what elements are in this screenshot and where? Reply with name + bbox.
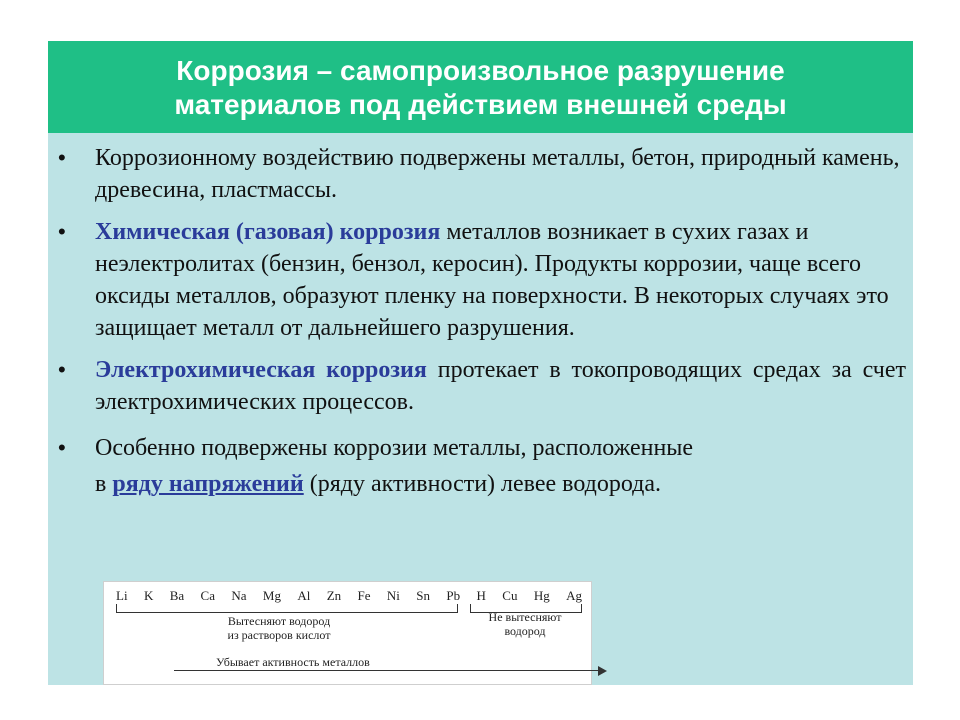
voltage-series-link[interactable]: ряду напряжений xyxy=(112,471,304,497)
element-symbol: Sn xyxy=(416,588,431,603)
element-symbol: Ag xyxy=(566,588,582,603)
element-symbol: Na xyxy=(231,588,247,603)
bullet-icon: • xyxy=(58,435,66,460)
bullet-text: Коррозионному воздействию подвержены металлы, бетон, природный камень, древесина, пластмассы. xyxy=(95,145,900,203)
bullet-item xyxy=(58,142,906,206)
bullet-item xyxy=(58,432,906,500)
bullet-list xyxy=(58,142,906,500)
element-symbol: Hg xyxy=(533,588,550,603)
bullet-text-pre: в xyxy=(95,471,113,497)
left-label-line-2: из растворов кислот xyxy=(227,628,331,642)
element-symbol: Mg xyxy=(262,588,281,603)
bullet-icon: • xyxy=(58,357,66,382)
title-line-1: Коррозия – самопроизвольное разрушение xyxy=(176,55,785,86)
left-label-line-1: Вытесняют водород xyxy=(227,614,331,628)
activity-series-figure xyxy=(103,581,592,685)
left-group-label xyxy=(174,614,384,642)
element-symbol: Li xyxy=(116,588,128,603)
element-symbol: Pb xyxy=(446,588,461,603)
element-symbol: Ni xyxy=(386,588,400,603)
element-symbol: Zn xyxy=(326,588,342,603)
title-line-2: материалов под действием внешней среды xyxy=(174,89,787,120)
arrow-line xyxy=(174,670,598,671)
right-group-label xyxy=(466,610,584,638)
bullet-text: металлов возникает в сухих газах и неэлектролитах (бензин, бензол, керосин). Продукты коррозии, чаще всего оксиды металлов, образуют пленку на поверхности. В некоторых случаях это защищает металл от дальнейшего разрушения. xyxy=(95,219,889,341)
term-electrochemical-corrosion: Электрохимическая коррозия xyxy=(95,357,427,383)
element-symbol: Ba xyxy=(169,588,185,603)
arrow-label: Убывает активность металлов xyxy=(216,655,370,669)
bullet-text-post: (ряду активности) левее водорода. xyxy=(303,471,662,497)
bullet-icon: • xyxy=(58,219,66,244)
element-symbol: H xyxy=(476,588,486,603)
bullet-text-line-2 xyxy=(95,468,906,500)
right-label-line-1: Не вытесняют xyxy=(488,610,562,624)
term-chemical-corrosion: Химическая (газовая) коррозия xyxy=(95,219,441,245)
bullet-item xyxy=(58,354,906,418)
element-symbol: Al xyxy=(297,588,311,603)
bullet-icon: • xyxy=(58,145,66,170)
element-symbol: Ca xyxy=(200,588,215,603)
arrow-right-icon xyxy=(598,666,607,676)
bullet-text: протекает в токопроводящих средах за счет электрохимических процессов. xyxy=(95,357,906,415)
element-series xyxy=(116,588,582,604)
bullet-text: Особенно подвержены коррозии металлы, расположенные xyxy=(95,435,694,461)
element-symbol: K xyxy=(143,588,154,603)
left-group-bracket xyxy=(116,604,458,613)
bullet-item xyxy=(58,216,906,344)
right-label-line-2: водород xyxy=(504,624,546,638)
element-symbol: Fe xyxy=(357,588,371,603)
slide-title xyxy=(48,41,913,133)
element-symbol: Cu xyxy=(502,588,518,603)
